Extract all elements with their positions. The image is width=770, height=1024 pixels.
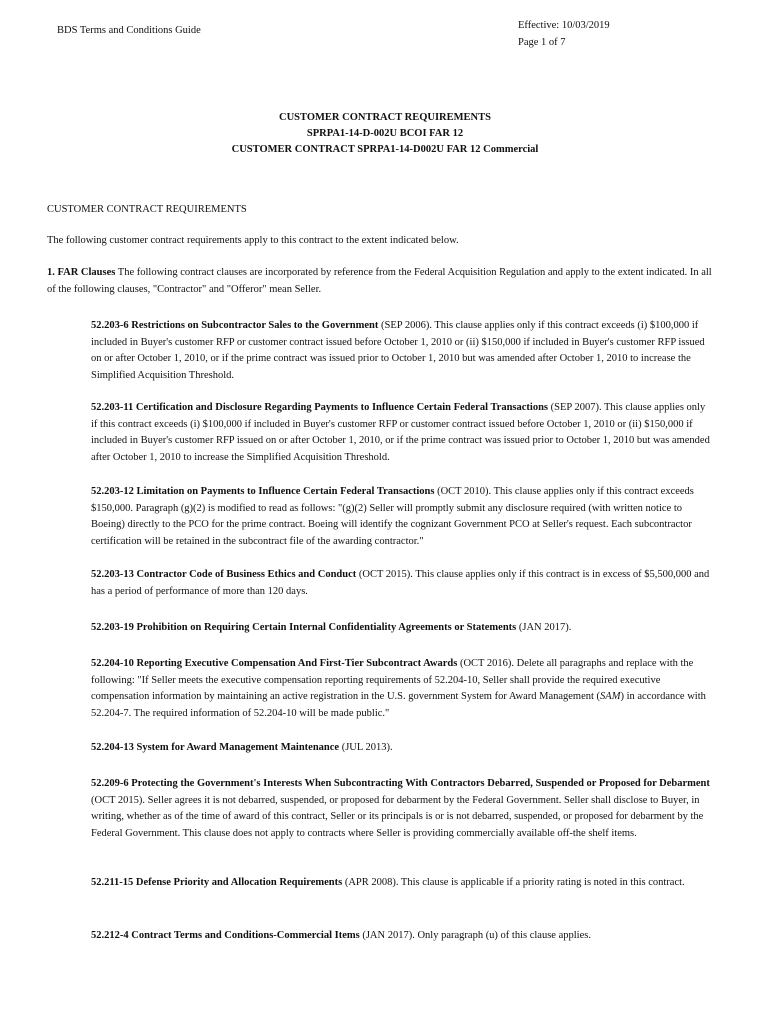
clause-text: (SEP 2007). This clause applies only if this contract exceeds (i) $100,000 if included in Buyer's customer RFP or customer contract issued before October 1, 2010 or (ii) $150,000 if included in Buyer's customer RFP issued on or after October 1, 2010, or if the prime contract was issued prior to October 1, 2010 but was amended after October 1, 2010 to increase the Simplified Acquisition Threshold. [91, 402, 710, 463]
sam-acronym: SAM [600, 691, 621, 702]
clause-52-203-6 [91, 318, 713, 384]
clause-text: (OCT 2010). This clause applies only if this contract exceeds $150,000. Paragraph (g)(2) is modified to read as follows: "(g)(2) Seller will promptly submit any disclosure required (with written notice to Boeing) directly to the PCO for the prime contract. Boeing will identify the cognizant Government PCO at Seller's request. Each subcontractor certification will be retained in the subcontract file of the awarding contractor." [91, 486, 694, 547]
far-clauses-text: The following contract clauses are incorporated by reference from the Federal Acquisition Regulation and apply to the extent indicated. In all of the following clauses, "Contractor" and "Offeror" mean Seller. [47, 267, 712, 295]
clause-52-211-15 [91, 875, 713, 892]
far-clauses-label: 1. FAR Clauses [47, 267, 116, 278]
clause-title: 52.204-10 Reporting Executive Compensation And First-Tier Subcontract Awards [91, 658, 458, 669]
clause-text: (APR 2008). This clause is applicable if a priority rating is noted in this contract. [342, 877, 685, 888]
title-line-2: SPRPA1-14-D-002U BCOI FAR 12 [306, 128, 464, 139]
clause-title: 52.209-6 Protecting the Government's Interests When Subcontracting With Contractors Debarred, Suspended or Proposed for Debarment [91, 778, 710, 789]
clause-52-212-4 [91, 928, 713, 945]
clause-52-203-19 [91, 620, 713, 637]
clause-title: 52.203-13 Contractor Code of Business Ethics and Conduct [91, 569, 357, 580]
clause-52-203-12 [91, 484, 713, 550]
clause-title: 52.212-4 Contract Terms and Conditions-Commercial Items [91, 930, 360, 941]
header-guide-title: BDS Terms and Conditions Guide [57, 25, 201, 36]
clause-title: 52.204-13 System for Award Management Maintenance [91, 742, 340, 753]
clause-text: (SEP 2006). This clause applies only if this contract exceeds (i) $100,000 if included in Buyer's customer RFP or customer contract issued before October 1, 2010 or (ii) $150,000 if included in Buyer's customer RFP issued on or after October 1, 2010, or if the prime contract was issued prior to October 1, 2010 but was amended after October 1, 2010 to increase the Simplified Acquisition Threshold. [91, 320, 705, 381]
clause-52-203-13 [91, 567, 713, 600]
title-line-3: CUSTOMER CONTRACT SPRPA1-14-D002U FAR 12 Commercial [231, 144, 539, 155]
intro-paragraph: The following customer contract requirements apply to this contract to the extent indicated below. [47, 235, 459, 246]
clause-52-204-13 [91, 740, 713, 757]
clause-text: (OCT 2015). Seller agrees it is not debarred, suspended, or proposed for debarment by the Federal Government. Seller shall disclose to Buyer, in writing, whether as of the time of award of this contract, Seller or its principals is or is not debarred, suspended, or proposed for debarment by the Federal Government. This clause does not apply to contracts where Seller is providing commercially available off-the shelf items. [91, 794, 704, 839]
clause-text: (OCT 2016). Delete all paragraphs and replace with the following: "If Seller meets the executive compensation reporting requirements of 52.204-10, Seller shall provide the required executive compensation information by maintaining an active registration in the U.S. government System for Award Management ( [91, 658, 694, 702]
header-page-number: Page 1 of 7 [518, 37, 566, 48]
clause-title: 52.203-11 Certification and Disclosure Regarding Payments to Influence Certain Federal Transactions [91, 402, 549, 413]
clause-52-204-10 [91, 656, 713, 722]
section-heading: CUSTOMER CONTRACT REQUIREMENTS [47, 204, 247, 215]
clause-text-continued: ) in accordance with 52.204-7. The required information of 52.204-10 will be made public." [91, 691, 706, 719]
clause-title: 52.211-15 Defense Priority and Allocation Requirements [91, 877, 343, 888]
clause-title: 52.203-19 Prohibition on Requiring Certain Internal Confidentiality Agreements or Statements [91, 622, 517, 633]
clause-52-203-11 [91, 400, 713, 466]
clause-text: (JUL 2013). [339, 742, 393, 753]
clause-text: (JAN 2017). Only paragraph (u) of this clause applies. [359, 930, 591, 941]
far-clauses-paragraph [47, 265, 712, 298]
title-line-1: CUSTOMER CONTRACT REQUIREMENTS [279, 112, 491, 123]
clause-text: (OCT 2015). This clause applies only if this contract is in excess of $5,500,000 and has a period of performance of more than 120 days. [91, 569, 710, 597]
clause-title: 52.203-6 Restrictions on Subcontractor Sales to the Government [91, 320, 379, 331]
clause-text: (JAN 2017). [516, 622, 572, 633]
document-title [0, 110, 770, 158]
clause-title: 52.203-12 Limitation on Payments to Influence Certain Federal Transactions [91, 486, 435, 497]
header-meta [518, 17, 610, 51]
header-effective-date: Effective: 10/03/2019 [518, 20, 610, 31]
clause-52-209-6 [91, 776, 713, 842]
